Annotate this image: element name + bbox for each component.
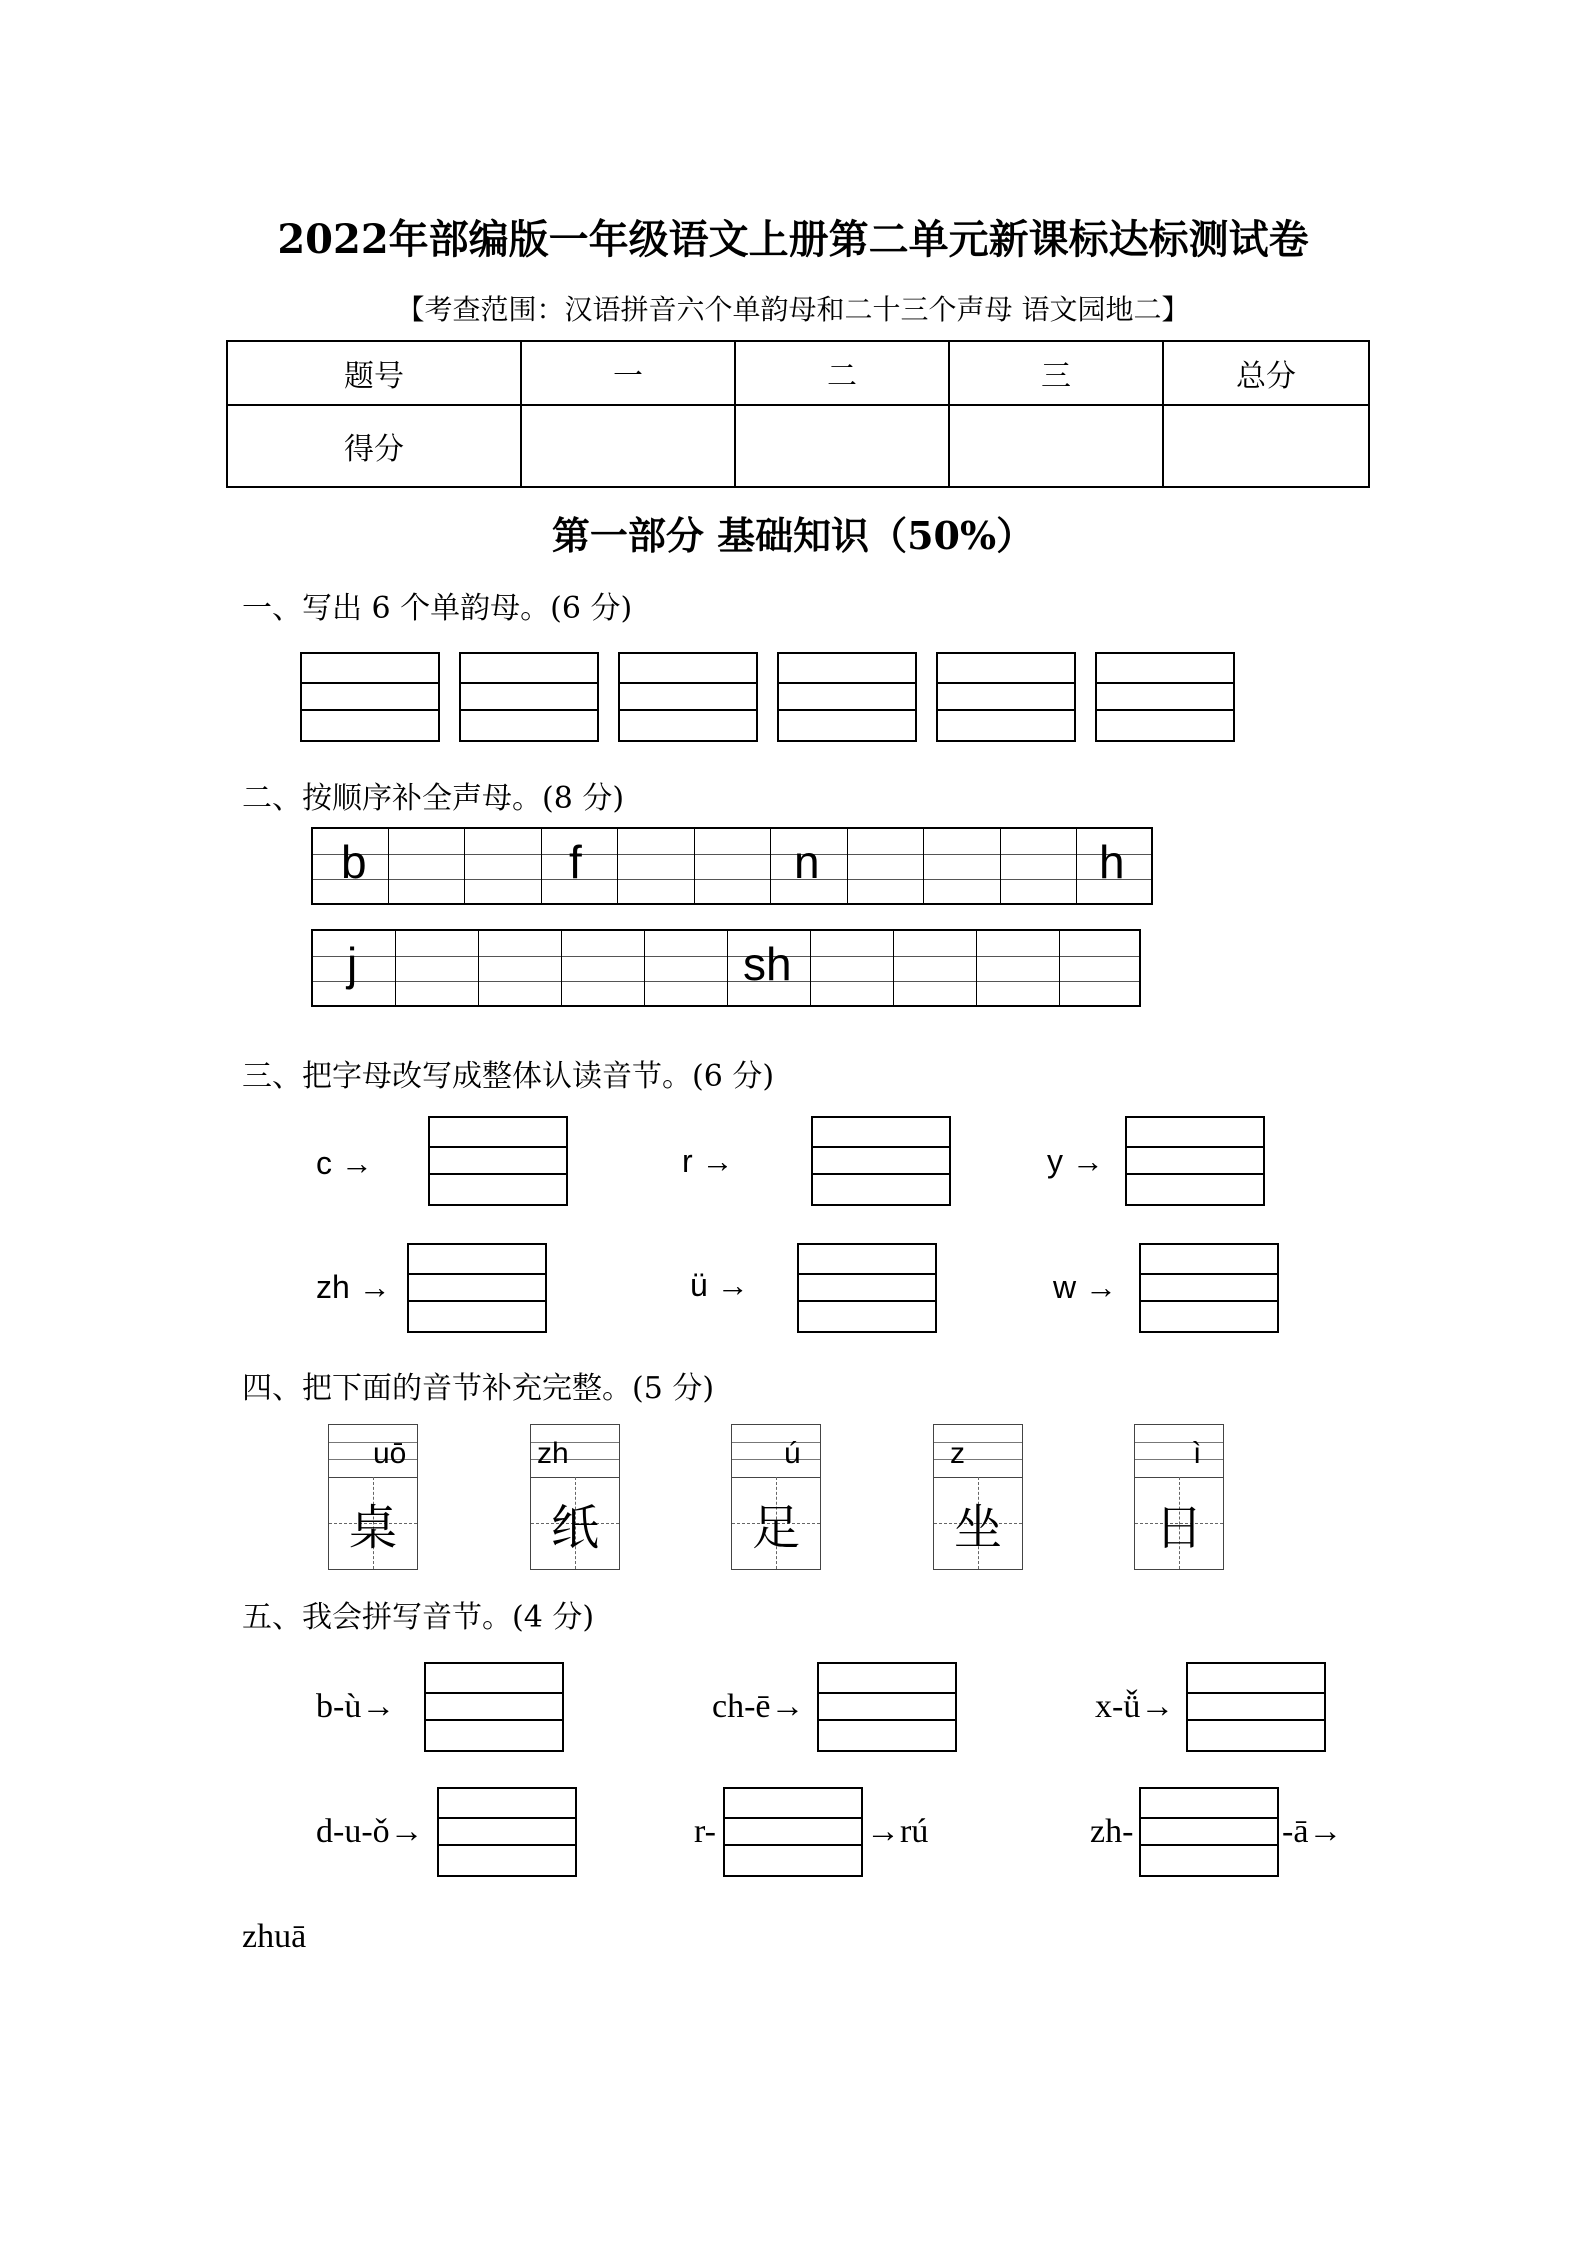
writing-box[interactable] — [1139, 1787, 1279, 1877]
spelling-label: r- — [694, 1813, 716, 1850]
score-header-cell: 二 — [735, 341, 949, 405]
letter-label: r → — [682, 1143, 734, 1179]
letter-label: zh → — [316, 1269, 391, 1305]
spelling-label: b-ù→ — [316, 1688, 396, 1725]
initial-letter: b — [341, 836, 367, 888]
writing-box[interactable] — [723, 1787, 863, 1877]
writing-box[interactable] — [936, 652, 1076, 742]
writing-box[interactable] — [1125, 1116, 1265, 1206]
writing-box[interactable] — [618, 652, 758, 742]
score-header-cell: 题号 — [227, 341, 521, 405]
exam-scope: 【考查范围：汉语拼音六个单韵母和二十三个声母 语文园地二】 — [396, 293, 1190, 326]
hanzi: 纸 — [550, 1500, 599, 1556]
writing-box[interactable] — [1139, 1243, 1279, 1333]
initial-letter: h — [1099, 836, 1125, 888]
letter-label: w → — [1053, 1269, 1117, 1305]
pinyin-part: zh — [537, 1437, 569, 1470]
letter-label: c → — [316, 1145, 373, 1181]
trailing-syllable: zhuā — [242, 1918, 307, 1955]
score-table — [226, 340, 1370, 488]
letter-label: ü → — [690, 1267, 749, 1303]
spelling-label: zh- — [1090, 1813, 1134, 1850]
score-header-cell: 总分 — [1163, 341, 1369, 405]
writing-box[interactable] — [777, 652, 917, 742]
pinyin-part: z — [950, 1437, 965, 1470]
syllable-grid[interactable] — [731, 1424, 821, 1570]
initials-strip-2[interactable] — [311, 929, 1141, 1007]
writing-box[interactable] — [811, 1116, 951, 1206]
spelling-label: ch-ē→ — [712, 1688, 805, 1725]
pinyin-part: ì — [1193, 1437, 1202, 1470]
spelling-label: →rú — [866, 1813, 929, 1850]
score-header-cell: 三 — [949, 341, 1163, 405]
score-input-cell[interactable] — [735, 405, 949, 487]
score-header-cell: 一 — [521, 341, 735, 405]
hanzi: 桌 — [348, 1500, 397, 1556]
question-4: 四、把下面的音节补充完整。(5 分) — [242, 1371, 715, 1406]
initial-letter: sh — [743, 938, 792, 990]
syllable-grid[interactable] — [328, 1424, 418, 1570]
hanzi: 日 — [1154, 1500, 1203, 1556]
writing-box[interactable] — [1095, 652, 1235, 742]
letter-label: y → — [1047, 1143, 1104, 1179]
writing-box[interactable] — [459, 652, 599, 742]
writing-box[interactable] — [437, 1787, 577, 1877]
initial-letter: j — [347, 938, 358, 990]
writing-box[interactable] — [797, 1243, 937, 1333]
spelling-label: -ā→ — [1282, 1813, 1343, 1850]
question-5: 五、我会拼写音节。(4 分) — [242, 1600, 595, 1635]
score-input-cell[interactable] — [1163, 405, 1369, 487]
writing-box[interactable] — [407, 1243, 547, 1333]
hanzi: 足 — [751, 1500, 800, 1556]
score-input-cell[interactable] — [949, 405, 1163, 487]
writing-box[interactable] — [428, 1116, 568, 1206]
page-title: 2022年部编版一年级语文上册第二单元新课标达标测试卷 — [277, 216, 1309, 263]
syllable-grid[interactable] — [530, 1424, 620, 1570]
writing-box[interactable] — [300, 652, 440, 742]
writing-box[interactable] — [424, 1662, 564, 1752]
score-row-label: 得分 — [227, 405, 521, 487]
initial-letter: n — [794, 836, 820, 888]
writing-box[interactable] — [1186, 1662, 1326, 1752]
writing-box[interactable] — [817, 1662, 957, 1752]
question-3: 三、把字母改写成整体认读音节。(6 分) — [242, 1059, 775, 1094]
syllable-grid[interactable] — [933, 1424, 1023, 1570]
question-1: 一、写出 6 个单韵母。(6 分) — [242, 591, 633, 626]
pinyin-part: ú — [784, 1437, 801, 1470]
initial-letter: f — [569, 836, 582, 888]
part-heading: 第一部分 基础知识（50%） — [551, 513, 1035, 558]
hanzi: 坐 — [953, 1500, 1002, 1556]
question-2: 二、按顺序补全声母。(8 分) — [242, 781, 625, 816]
syllable-grid[interactable] — [1134, 1424, 1224, 1570]
spelling-label: d-u-ǒ→ — [316, 1813, 424, 1850]
initials-strip-1[interactable] — [311, 827, 1153, 905]
pinyin-part: uō — [373, 1437, 407, 1470]
spelling-label: x-ǚ→ — [1095, 1688, 1175, 1725]
score-input-cell[interactable] — [521, 405, 735, 487]
